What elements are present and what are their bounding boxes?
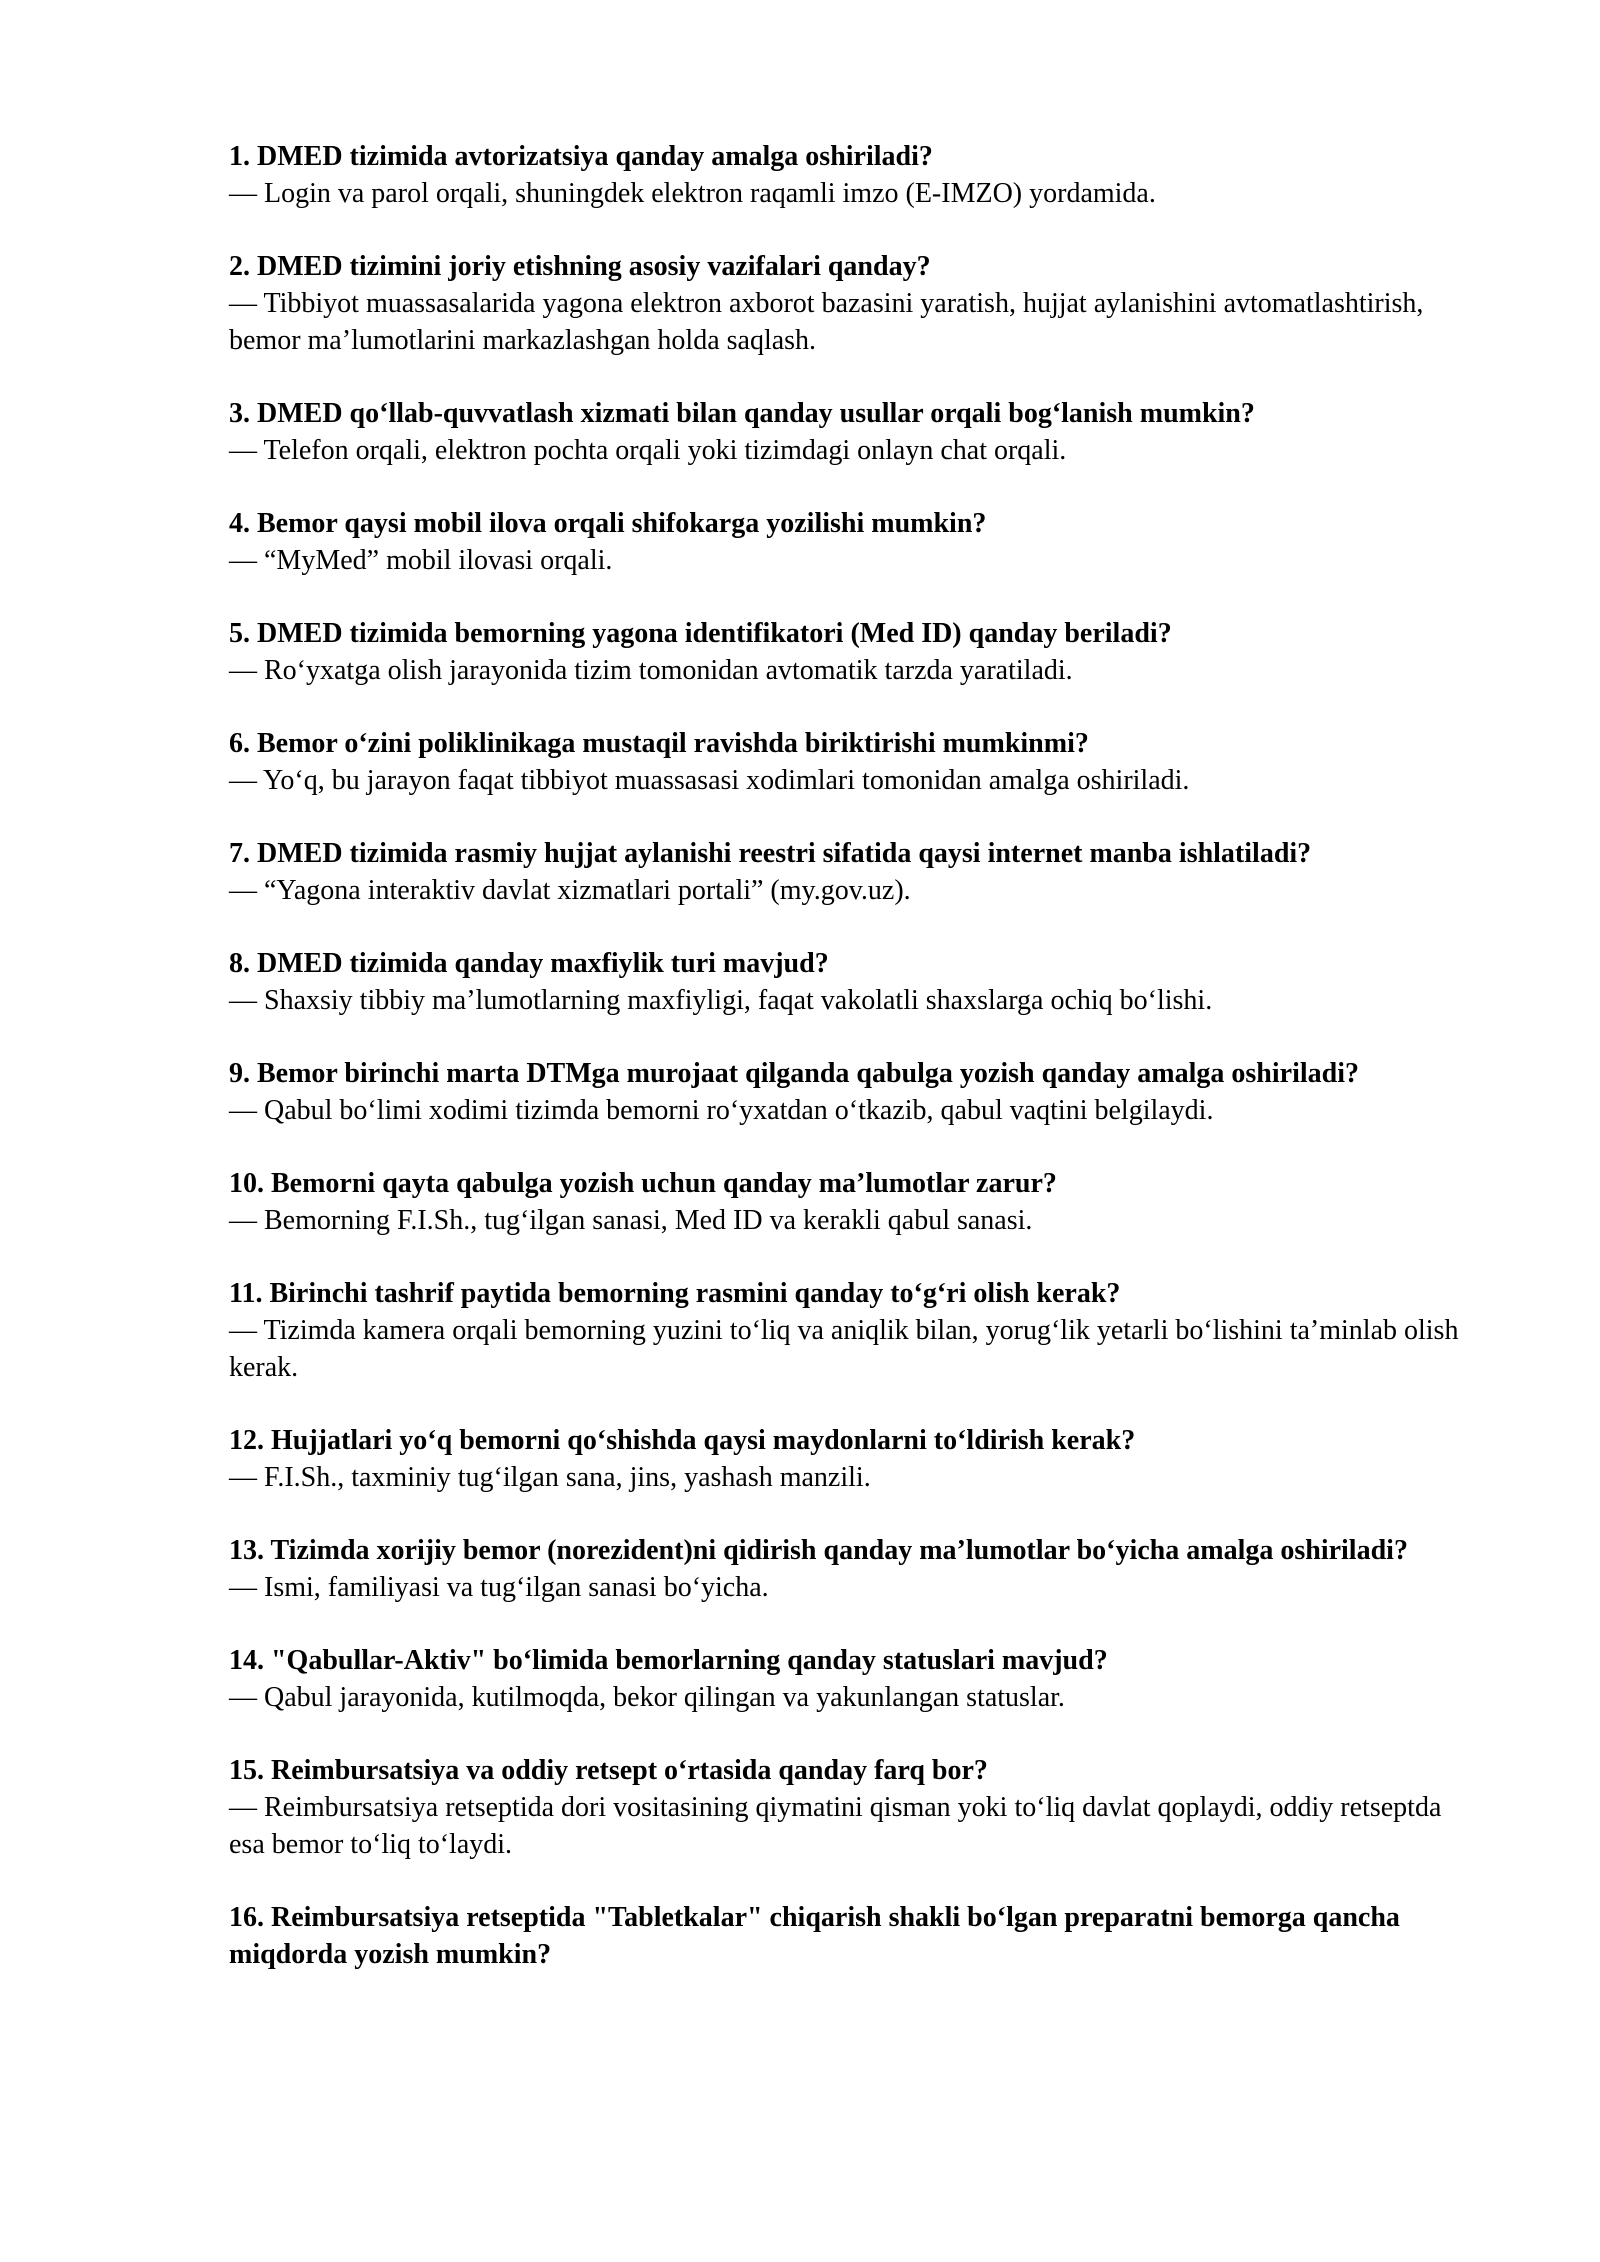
qa-item — [229, 395, 1479, 469]
answer: — Qabul bo‘limi xodimi tizimda bemorni ro‘yxatdan o‘tkazib, qabul vaqtini belgilaydi. — [229, 1095, 1214, 1126]
question: 11. Birinchi tashrif paytida bemorning rasmini qanday to‘g‘ri olish kerak? — [229, 1278, 1121, 1309]
answer: — Login va parol orqali, shuningdek elektron raqamli imzo (E-IMZO) yordamida. — [229, 178, 1156, 209]
question: 6. Bemor o‘zini poliklinikaga mustaqil ravishda biriktirishi mumkinmi? — [229, 728, 1089, 759]
question: 9. Bemor birinchi marta DTMga murojaat qilganda qabulga yozish qanday amalga oshiriladi? — [229, 1058, 1359, 1089]
qa-item — [229, 1055, 1479, 1129]
qa-item — [229, 1642, 1479, 1716]
question: 15. Reimbursatsiya va oddiy retsept o‘rtasida qanday farq bor? — [229, 1755, 988, 1786]
answer: — Yo‘q, bu jarayon faqat tibbiyot muassasasi xodimlari tomonidan amalga oshiriladi. — [229, 765, 1190, 796]
question: 4. Bemor qaysi mobil ilova orqali shifokarga yozilishi mumkin? — [229, 508, 987, 539]
question: 12. Hujjatlari yo‘q bemorni qo‘shishda qaysi maydonlarni to‘ldirish kerak? — [229, 1425, 1136, 1456]
question: 14. "Qabullar-Aktiv" bo‘limida bemorlarning qanday statuslari mavjud? — [229, 1645, 1108, 1676]
answer: — Shaxsiy tibbiy ma’lumotlarning maxfiyligi, faqat vakolatli shaxslarga ochiq bo‘lishi. — [229, 985, 1213, 1016]
qa-item — [229, 835, 1479, 909]
qa-item — [229, 1422, 1479, 1496]
question: 1. DMED tizimida avtorizatsiya qanday amalga oshiriladi? — [229, 141, 933, 172]
qa-item — [229, 1899, 1479, 1973]
answer: — Bemorning F.I.Sh., tug‘ilgan sanasi, Med ID va kerakli qabul sanasi. — [229, 1205, 1033, 1236]
question: 8. DMED tizimida qanday maxfiylik turi mavjud? — [229, 948, 829, 979]
qa-item — [229, 1165, 1479, 1239]
qa-item — [229, 505, 1479, 579]
answer: — “Yagona interaktiv davlat xizmatlari portali” (my.gov.uz). — [229, 875, 911, 906]
question: 3. DMED qo‘llab-quvvatlash xizmati bilan qanday usullar orqali bog‘lanish mumkin? — [229, 398, 1255, 429]
answer: — Tizimda kamera orqali bemorning yuzini to‘liq va aniqlik bilan, yorug‘lik yetarli bo‘lishini ta’minlab olish kerak. — [229, 1315, 1459, 1383]
question: 7. DMED tizimida rasmiy hujjat aylanishi reestri sifatida qaysi internet manba ishlatiladi? — [229, 838, 1312, 869]
answer: — Qabul jarayonida, kutilmoqda, bekor qilingan va yakunlangan statuslar. — [229, 1682, 1065, 1713]
question: 2. DMED tizimini joriy etishning asosiy vazifalari qanday? — [229, 251, 931, 282]
answer: — “MyMed” mobil ilovasi orqali. — [229, 545, 613, 576]
answer: — Ismi, familiyasi va tug‘ilgan sanasi bo‘yicha. — [229, 1572, 769, 1603]
qa-item — [229, 248, 1479, 359]
answer: — Tibbiyot muassasalarida yagona elektron axborot bazasini yaratish, hujjat aylanishini avtomatlashtirish, bemor ma’lumotlarini markazlashgan holda saqlash. — [229, 288, 1424, 356]
qa-item — [229, 1275, 1479, 1386]
document-page — [229, 138, 1479, 2009]
answer: — Reimbursatsiya retseptida dori vositasining qiymatini qisman yoki to‘liq davlat qoplaydi, oddiy retseptda esa bemor to‘liq to‘laydi. — [229, 1792, 1442, 1860]
qa-item — [229, 1532, 1479, 1606]
answer: — Ro‘yxatga olish jarayonida tizim tomonidan avtomatik tarzda yaratiladi. — [229, 655, 1073, 686]
qa-item — [229, 138, 1479, 212]
qa-item — [229, 1752, 1479, 1863]
qa-item — [229, 945, 1479, 1019]
answer: — F.I.Sh., taxminiy tug‘ilgan sana, jins, yashash manzili. — [229, 1462, 871, 1493]
qa-item — [229, 615, 1479, 689]
question: 5. DMED tizimida bemorning yagona identifikatori (Med ID) qanday beriladi? — [229, 618, 1172, 649]
qa-item — [229, 725, 1479, 799]
question: 13. Tizimda xorijiy bemor (norezident)ni qidirish qanday ma’lumotlar bo‘yicha amalga oshiriladi? — [229, 1535, 1408, 1566]
question: 16. Reimbursatsiya retseptida "Tabletkalar" chiqarish shakli bo‘lgan preparatni bemorga qancha miqdorda yozish mumkin? — [229, 1902, 1400, 1970]
question: 10. Bemorni qayta qabulga yozish uchun qanday ma’lumotlar zarur? — [229, 1168, 1057, 1199]
answer: — Telefon orqali, elektron pochta orqali yoki tizimdagi onlayn chat orqali. — [229, 435, 1067, 466]
